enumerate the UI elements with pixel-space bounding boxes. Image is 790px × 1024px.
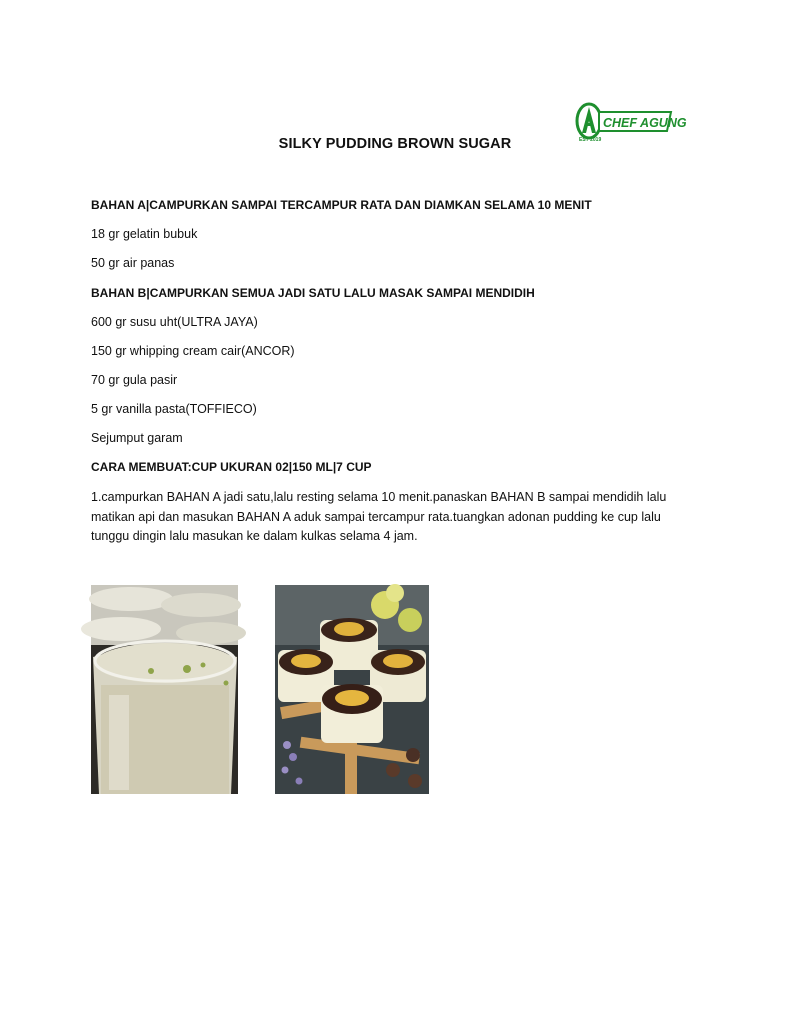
ingredient-a-1: 18 gr gelatin bubuk <box>91 227 198 241</box>
svg-text:CHEF AGUNG: CHEF AGUNG <box>603 116 687 130</box>
ingredient-a-2: 50 gr air panas <box>91 256 175 270</box>
ingredient-b-1: 600 gr susu uht(ULTRA JAYA) <box>91 315 258 329</box>
method-heading: CARA MEMBUAT:CUP UKURAN 02|150 ML|7 CUP <box>91 460 372 474</box>
method-text: 1.campurkan BAHAN A jadi satu,lalu resting selama 10 menit.panaskan BAHAN B sampai mendidih lalu matikan api dan masukan BAHAN A aduk sampai tercampur rata.tuangkan adonan pudding ke cup lalu tunggu dingin lalu masukan ke dalam kulkas selama 4 jam. <box>91 490 667 543</box>
ingredient-b-5: Sejumput garam <box>91 431 183 445</box>
recipe-title: SILKY PUDDING BROWN SUGAR <box>278 136 512 152</box>
pudding-cups-topped-brown-sugar-photo <box>275 585 429 794</box>
ingredient-b-3: 70 gr gula pasir <box>91 373 178 387</box>
ingredient-b-4: 5 gr vanilla pasta(TOFFIECO) <box>91 402 257 416</box>
section-b-heading: BAHAN B|CAMPURKAN SEMUA JADI SATU LALU MASAK SAMPAI MENDIDIH <box>91 286 535 300</box>
pudding-cups-closeup-photo <box>91 585 238 794</box>
ingredient-b-2: 150 gr whipping cream cair(ANCOR) <box>91 344 295 358</box>
svg-text:EST 2019: EST 2019 <box>579 137 602 143</box>
section-a-heading: BAHAN A|CAMPURKAN SAMPAI TERCAMPUR RATA DAN DIAMKAN SELAMA 10 MENIT <box>91 198 592 212</box>
